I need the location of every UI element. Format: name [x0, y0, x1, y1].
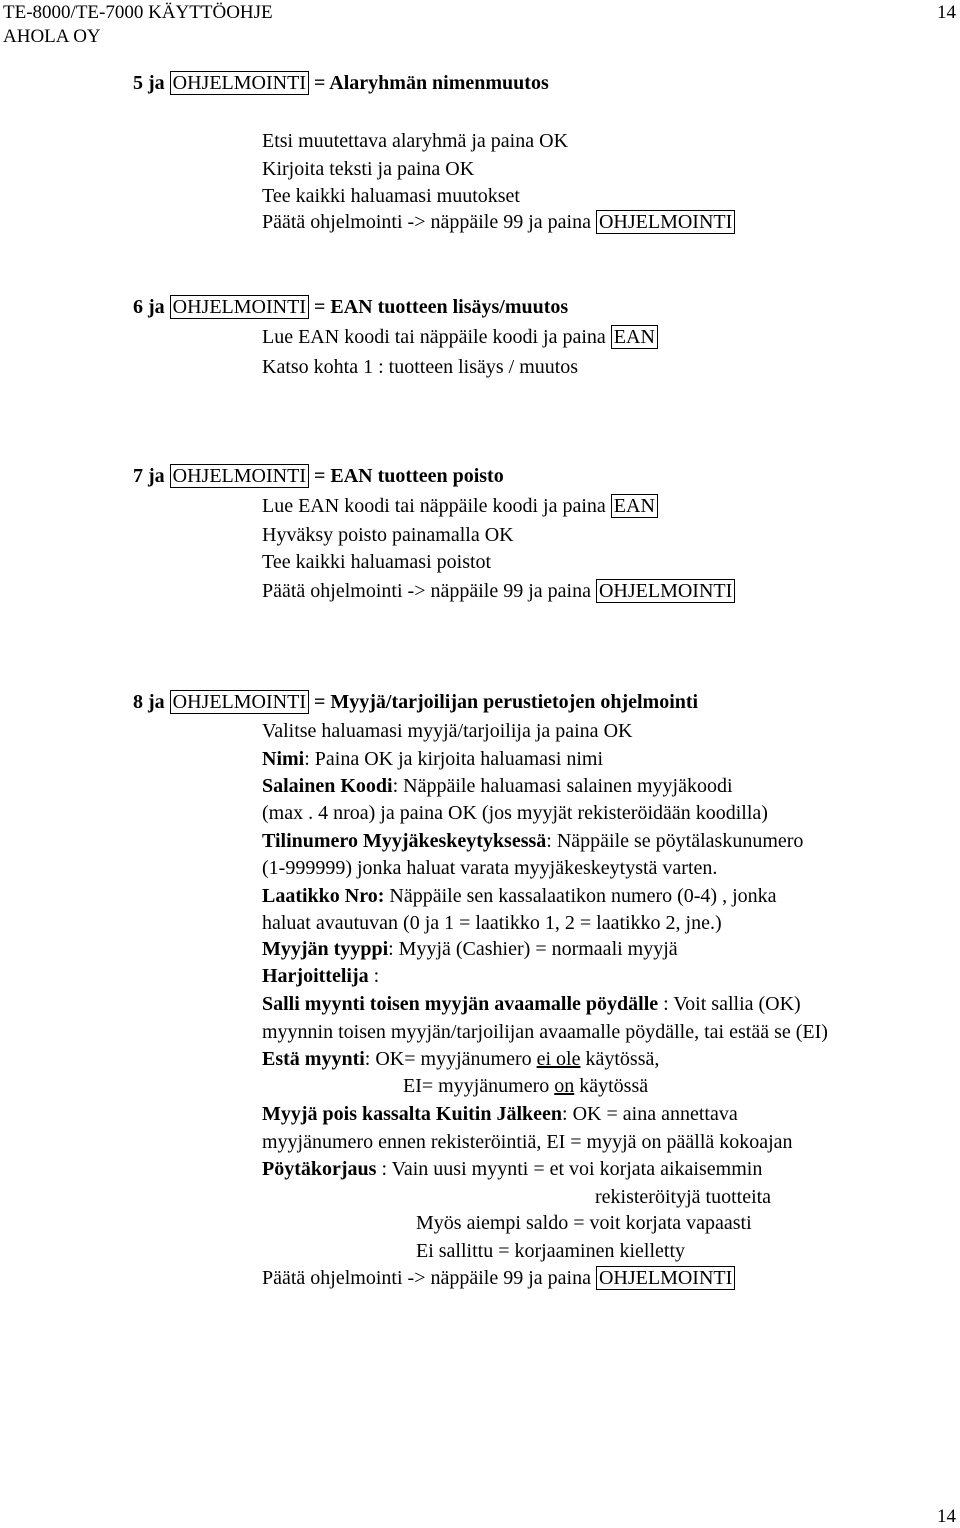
- section-7-end-line: [262, 579, 735, 603]
- document-title: TE-8000/TE-7000 KÄYTTÖOHJE: [3, 2, 273, 23]
- section-8-line-9: [262, 937, 678, 961]
- ei-myyjanumero-text-2: käytössä: [574, 1075, 649, 1097]
- section-8-line-16: myyjänumero ennen rekisteröintiä, EI = myyjä on päällä kokoajan: [262, 1131, 793, 1153]
- ohjelmointi-key: OHJELMOINTI: [170, 295, 309, 319]
- myyja-pois-label: Myyjä pois kassalta Kuitin Jälkeen: [262, 1103, 563, 1125]
- section-6-heading: [133, 295, 568, 319]
- section-6-line-2: Katso kohta 1 : tuotteen lisäys / muutos: [262, 356, 579, 378]
- esta-myynti-underlined: ei ole: [536, 1048, 581, 1070]
- section-8-line-7: [262, 884, 777, 908]
- section-5-line-3: Tee kaikki haluamasi muutokset: [262, 185, 520, 207]
- ohjelmointi-key: OHJELMOINTI: [170, 71, 309, 95]
- section-8-line-18: rekisteröityjä tuotteita: [595, 1186, 772, 1208]
- salli-myynti-text: : Voit sallia (OK): [658, 993, 801, 1015]
- esta-myynti-label: Estä myynti: [262, 1048, 365, 1070]
- section-7-ja: ja: [148, 465, 165, 487]
- section-5-line-1: Etsi muutettava alaryhmä ja paina OK: [262, 130, 569, 152]
- section-6-line-1-text: Lue EAN koodi tai näppäile koodi ja paina: [262, 326, 606, 348]
- ean-key: EAN: [611, 325, 658, 349]
- ei-myyjanumero-underlined: on: [554, 1075, 575, 1097]
- ei-myyjanumero-text-1: EI= myyjänumero: [403, 1075, 555, 1097]
- section-8-line-2: [262, 747, 603, 771]
- section-8-line-13: [262, 1047, 659, 1071]
- esta-myynti-text-2: käytössä,: [580, 1048, 660, 1070]
- company-name: AHOLA OY: [3, 26, 101, 47]
- poytakorjaus-label: Pöytäkorjaus: [262, 1158, 377, 1180]
- poytakorjaus-text: : Vain uusi myynti = et voi korjata aikaisemmin: [376, 1158, 763, 1180]
- section-5-ja: ja: [148, 72, 165, 94]
- section-8-line-10: [262, 964, 379, 988]
- section-6-line-1: [262, 325, 658, 349]
- ohjelmointi-key: OHJELMOINTI: [596, 1266, 735, 1290]
- harjoittelija-label: Harjoittelija: [262, 965, 369, 987]
- section-7-end-text: Päätä ohjelmointi -> näppäile 99 ja paina: [262, 580, 591, 602]
- salli-myynti-label: Salli myynti toisen myyjän avaamalle pöydälle: [262, 993, 659, 1015]
- nimi-label: Nimi: [262, 748, 305, 770]
- section-7-number: 7: [133, 465, 143, 487]
- section-8-title: = Myyjä/tarjoilijan perustietojen ohjelmointi: [313, 691, 699, 713]
- section-7-line-3: Tee kaikki haluamasi poistot: [262, 551, 492, 573]
- nimi-text: : Paina OK ja kirjoita haluamasi nimi: [304, 748, 604, 770]
- section-8-line-6: (1-999999) jonka haluat varata myyjäkeskeytystä varten.: [262, 857, 718, 879]
- myyja-pois-text: : OK = aina annettava: [562, 1103, 738, 1125]
- section-8-ja: ja: [148, 691, 165, 713]
- ean-key: EAN: [611, 494, 658, 518]
- ohjelmointi-key: OHJELMOINTI: [596, 579, 735, 603]
- section-7-line-1: [262, 494, 658, 518]
- esta-myynti-text-1: : OK= myyjänumero: [364, 1048, 537, 1070]
- myyjan-tyyppi-text: : Myyjä (Cashier) = normaali myyjä: [388, 938, 678, 960]
- section-6-title: = EAN tuotteen lisäys/muutos: [313, 296, 569, 318]
- section-8-line-19: Myös aiempi saldo = voit korjata vapaasti: [416, 1212, 752, 1234]
- ohjelmointi-key: OHJELMOINTI: [170, 690, 309, 714]
- section-6-number: 6: [133, 296, 143, 318]
- section-7-title: = EAN tuotteen poisto: [313, 465, 504, 487]
- section-8-line-20: Ei sallittu = korjaaminen kielletty: [416, 1240, 685, 1262]
- salainen-koodi-label: Salainen Koodi: [262, 775, 393, 797]
- section-8-line-3: [262, 774, 733, 798]
- footer-page-number: 14: [937, 1506, 956, 1527]
- section-7-heading: [133, 464, 504, 488]
- ohjelmointi-key: OHJELMOINTI: [596, 210, 735, 234]
- section-8-number: 8: [133, 691, 143, 713]
- harjoittelija-text: :: [368, 965, 380, 987]
- section-8-line-5: [262, 829, 803, 853]
- section-8-end-line: [262, 1266, 735, 1290]
- section-8-line-4: (max . 4 nroa) ja paina OK (jos myyjät rekisteröidään koodilla): [262, 802, 768, 824]
- section-8-line-12: myynnin toisen myyjän/tarjoilijan avaamalle pöydälle, tai estää se (EI): [262, 1021, 828, 1043]
- section-5-end-text: Päätä ohjelmointi -> näppäile 99 ja paina: [262, 211, 591, 233]
- laatikko-text: Näppäile sen kassalaatikon numero (0-4) , jonka: [384, 885, 777, 907]
- section-5-line-2: Kirjoita teksti ja paina OK: [262, 158, 475, 180]
- section-8-line-15: [262, 1102, 738, 1126]
- section-5-end-line: [262, 210, 735, 234]
- ohjelmointi-key: OHJELMOINTI: [170, 464, 309, 488]
- section-5-heading: [133, 71, 549, 95]
- section-8-end-text: Päätä ohjelmointi -> näppäile 99 ja paina: [262, 1267, 591, 1289]
- section-5-number: 5: [133, 72, 143, 94]
- salainen-koodi-text: : Näppäile haluamasi salainen myyjäkoodi: [392, 775, 733, 797]
- section-8-line-17: [262, 1157, 762, 1181]
- section-8-line-1: Valitse haluamasi myyjä/tarjoilija ja paina OK: [262, 720, 633, 742]
- section-8-line-14: [403, 1074, 648, 1098]
- section-7-line-1-text: Lue EAN koodi tai näppäile koodi ja paina: [262, 495, 606, 517]
- section-5-title: = Alaryhmän nimenmuutos: [313, 72, 549, 94]
- laatikko-label: Laatikko Nro:: [262, 885, 385, 907]
- section-8-line-8: haluat avautuvan (0 ja 1 = laatikko 1, 2 = laatikko 2, jne.): [262, 912, 722, 934]
- header-page-number: 14: [937, 2, 956, 23]
- section-6-ja: ja: [148, 296, 165, 318]
- myyjan-tyyppi-label: Myyjän tyyppi: [262, 938, 389, 960]
- tilinumero-label: Tilinumero Myyjäkeskeytyksessä: [262, 830, 547, 852]
- section-8-heading: [133, 690, 698, 714]
- section-7-line-2: Hyväksy poisto painamalla OK: [262, 524, 514, 546]
- tilinumero-text: : Näppäile se pöytälaskunumero: [546, 830, 804, 852]
- section-8-line-11: [262, 992, 801, 1016]
